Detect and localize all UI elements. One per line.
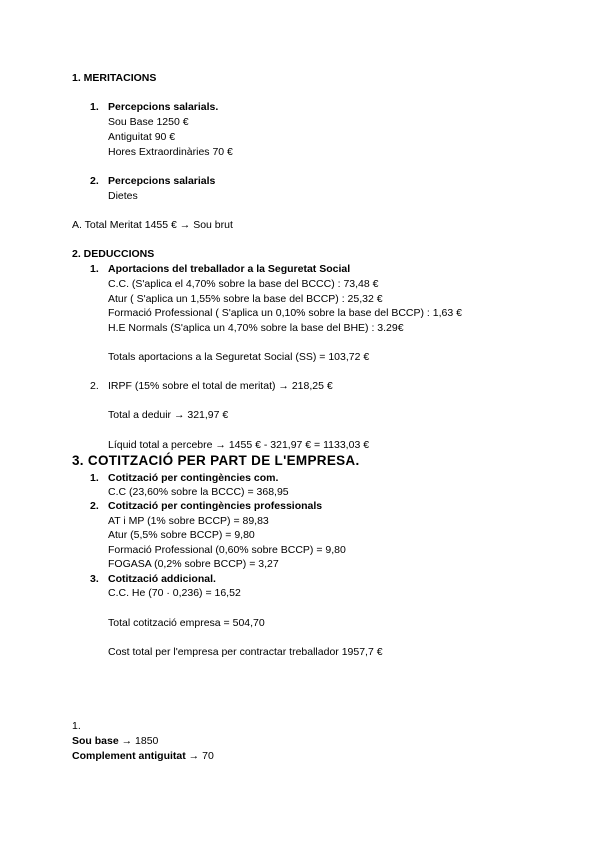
list-item: Hores Extraordinàries 70 € (108, 146, 233, 158)
list-number: 3. (90, 573, 99, 585)
section-3-heading: 3. COTITZACIÓ PER PART DE L'EMPRESA. (72, 453, 360, 468)
section-1-heading: 1. MERITACIONS (72, 72, 157, 84)
item-title: Cotització per contingències professionals (108, 500, 323, 512)
list-number: 1. (90, 101, 99, 113)
list-item: FOGASA (0,2% sobre BCCP) = 3,27 (108, 558, 279, 570)
list-item: AT i MP (1% sobre BCCP) = 89,83 (108, 515, 269, 527)
list-item: Atur ( S'aplica un 1,55% sobre la base del BCCP) : 25,32 € (108, 293, 383, 305)
list-item: C.C. (S'aplica el 4,70% sobre la base del BCCC) : 73,48 € (108, 278, 379, 290)
total-ss: Totals aportacions a la Seguretat Social (SS) = 103,72 € (108, 351, 370, 363)
list-item (72, 750, 214, 763)
item-title: Aportacions del treballador a la Seguretat Social (108, 263, 351, 275)
list-item: Dietes (108, 190, 138, 202)
list-item: Antiguitat 90 € (108, 131, 176, 143)
item-label: Complement antiguitat (72, 750, 186, 762)
total-meritat: A. Total Meritat 1455 € → Sou brut (72, 219, 233, 231)
list-item: Sou Base 1250 € (108, 116, 189, 128)
item-title: Cotització per contingències com. (108, 472, 279, 484)
item-value: → 70 (185, 750, 214, 762)
cost-total: Cost total per l'empresa per contractar treballador 1957,7 € (108, 646, 383, 658)
list-number: 1. (90, 263, 99, 275)
item-title: Percepcions salarials (108, 175, 216, 187)
list-number: 2. (90, 500, 99, 512)
list-number: 2. (90, 175, 99, 187)
item-title: Cotització addicional. (108, 573, 216, 585)
list-item: Atur (5,5% sobre BCCP) = 9,80 (108, 529, 255, 541)
item-title: Percepcions salarials. (108, 101, 219, 113)
list-item: C.C (23,60% sobre la BCCC) = 368,95 (108, 486, 289, 498)
list-item: C.C. He (70 · 0,236) = 16,52 (108, 587, 241, 599)
list-item: H.E Normals (S'aplica un 4,70% sobre la base del BHE) : 3.29€ (108, 322, 404, 334)
list-item: Formació Professional (0,60% sobre BCCP) = 9,80 (108, 544, 346, 556)
irpf-line: IRPF (15% sobre el total de meritat) → 218,25 € (108, 380, 333, 392)
section-2-heading: 2. DEDUCCIONS (72, 248, 155, 260)
item-value: → 1850 (118, 735, 159, 747)
list-number: 1. (72, 720, 81, 732)
list-number: 1. (90, 472, 99, 484)
item-label: Sou base (72, 735, 119, 747)
total-cotitzacio: Total cotització empresa = 504,70 (108, 617, 265, 629)
liquid-total: Líquid total a percebre → 1455 € - 321,97 € = 1133,03 € (108, 439, 370, 451)
list-item: Formació Professional ( S'aplica un 0,10% sobre la base del BCCP) : 1,63 € (108, 307, 462, 319)
list-item (72, 735, 158, 748)
list-number: 2. (90, 380, 99, 392)
total-deduir: Total a deduir → 321,97 € (108, 409, 229, 421)
